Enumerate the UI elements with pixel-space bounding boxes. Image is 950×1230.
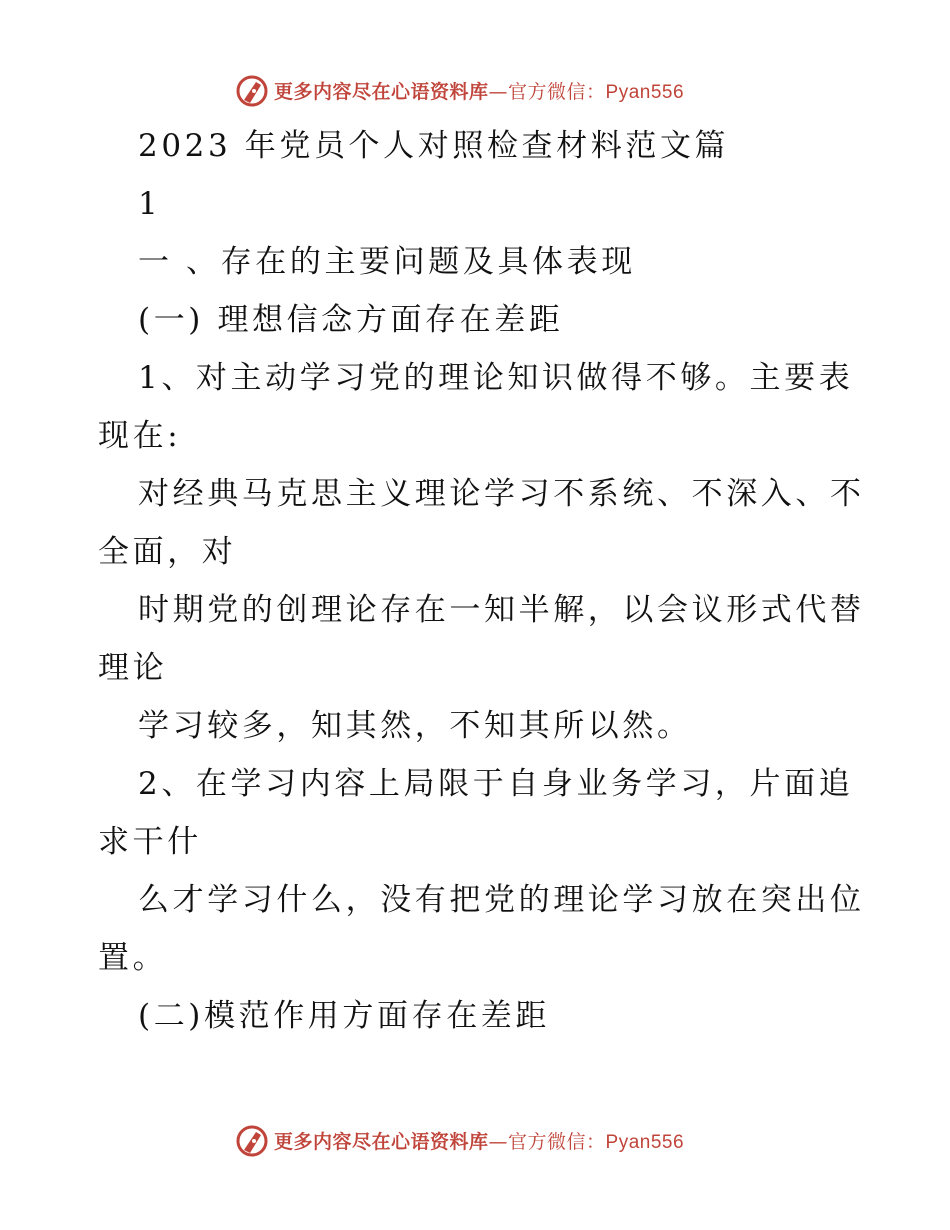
pen-nib-circle-icon — [234, 72, 270, 108]
document-line: 么才学习什么，没有把党的理论学习放在突出位 — [138, 882, 865, 918]
document-line: 现在: — [98, 418, 182, 454]
banner-brand: 更多内容尽在心语资料库 — [274, 80, 489, 103]
banner-brand: 更多内容尽在心语资料库 — [274, 1130, 489, 1153]
banner-text — [274, 77, 684, 104]
banner-separator: — — [488, 80, 509, 103]
document-line: 置。 — [98, 940, 168, 976]
section-heading: 一 、存在的主要问题及具体表现 — [138, 244, 636, 280]
document-line: 理论 — [98, 650, 168, 686]
banner-text — [274, 1127, 684, 1154]
document-line: 学习较多，知其然，不知其所以然。 — [138, 708, 692, 744]
document-line: 对经典马克思主义理论学习不系统、不深入、不 — [138, 476, 865, 512]
document-line: 全面，对 — [98, 534, 237, 570]
banner-separator: — — [488, 1130, 509, 1153]
document-line: 1 — [138, 186, 162, 222]
subsection-heading: (一) 理想信念方面存在差距 — [138, 302, 564, 338]
footer-banner — [0, 1118, 950, 1162]
banner-wechat-label: 官方微信： — [508, 80, 606, 103]
document-line: 时期党的创理论存在一知半解，以会议形式代替 — [138, 592, 865, 628]
document-line: 1、对主动学习党的理论知识做得不够。主要表 — [138, 360, 854, 396]
header-banner — [0, 68, 950, 112]
banner-wechat-id: Pyan556 — [605, 81, 685, 103]
document-line: 求干什 — [98, 824, 202, 860]
banner-wechat-id: Pyan556 — [605, 1131, 685, 1153]
subsection-heading: (二)模范作用方面存在差距 — [138, 998, 550, 1034]
banner-wechat-label: 官方微信： — [508, 1130, 606, 1153]
document-title: 2023 年党员个人对照检查材料范文篇 — [138, 128, 730, 164]
pen-nib-circle-icon — [234, 1122, 270, 1158]
document-line: 2、在学习内容上局限于自身业务学习，片面追 — [138, 766, 854, 802]
